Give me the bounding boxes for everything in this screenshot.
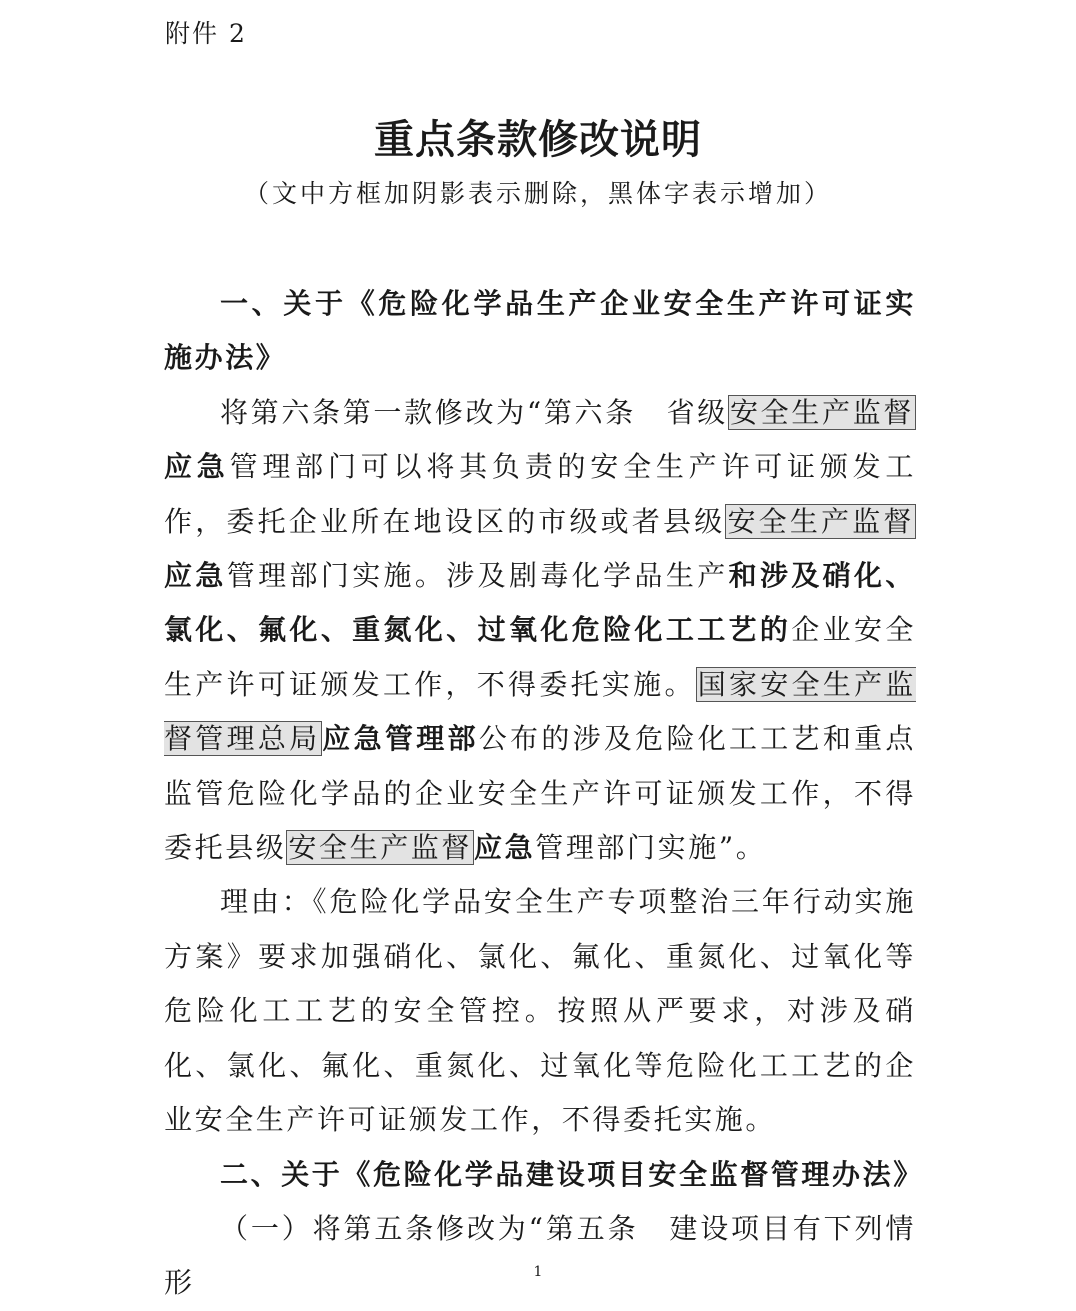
deleted-text: 安全生产监督 bbox=[727, 504, 914, 538]
text-run: 将第六条第一款修改为“第六条 省级 bbox=[220, 395, 728, 429]
document-title: 重点条款修改说明 bbox=[374, 116, 702, 163]
page-number: 1 bbox=[533, 1264, 543, 1280]
document-body bbox=[164, 277, 924, 1311]
added-text: 应急 bbox=[164, 559, 227, 593]
document-subtitle: （文中方框加阴影表示删除，黑体字表示增加） bbox=[243, 179, 832, 208]
text-run: 管理部门可以将其负责的安全生产许可证颁发工作，委托企业所在地设区的市级或者县级 bbox=[164, 450, 917, 538]
section-2-heading: 二、关于《危险化学品建设项目安全监督管理办法》 bbox=[220, 1157, 924, 1191]
deleted-text: 安全生产监督 bbox=[729, 395, 914, 429]
text-run: 管理部门实施。涉及剧毒化学品生产 bbox=[226, 559, 729, 593]
section-1-amendment-paragraph bbox=[164, 386, 916, 876]
section-1-heading: 一、关于《危险化学品生产企业安全生产许可证实施办法》 bbox=[164, 287, 916, 375]
deleted-text: 安全生产监督 bbox=[288, 831, 473, 865]
section-2-item-1: （一）将第五条修改为“第五条 建设项目有下列情形 bbox=[164, 1211, 916, 1300]
added-text: 和涉及硝化、氯化、氟化、重氮化、过氧化危险化工工艺的 bbox=[164, 559, 917, 647]
text-run: 公布的涉及危险化工工艺和重点监管危险化学品的企业安全生产许可证颁发工作，不得委托县级 bbox=[164, 722, 916, 865]
text-run: 管理部门实施”。 bbox=[535, 831, 767, 865]
added-text: 应急 bbox=[474, 831, 536, 865]
section-1-reason-paragraph: 理由：《危险化学品安全生产专项整治三年行动实施方案》要求加强硝化、氯化、氟化、重氮化、过氧化等危险化工工艺的安全管控。按照从严要求，对涉及硝化、氯化、氟化、重氮化、过氧化等危险化工工艺的企业安全生产许可证颁发工作，不得委托实施。 bbox=[164, 885, 916, 1137]
deleted-text: 国家安全生产监督管理总局 bbox=[164, 667, 917, 756]
text-run: 企业安全生产许可证颁发工作，不得委托实施。 bbox=[164, 613, 916, 701]
added-text: 应急 bbox=[164, 450, 230, 484]
attachment-label: 附件 2 bbox=[165, 19, 247, 48]
added-text: 应急管理部 bbox=[322, 722, 479, 756]
